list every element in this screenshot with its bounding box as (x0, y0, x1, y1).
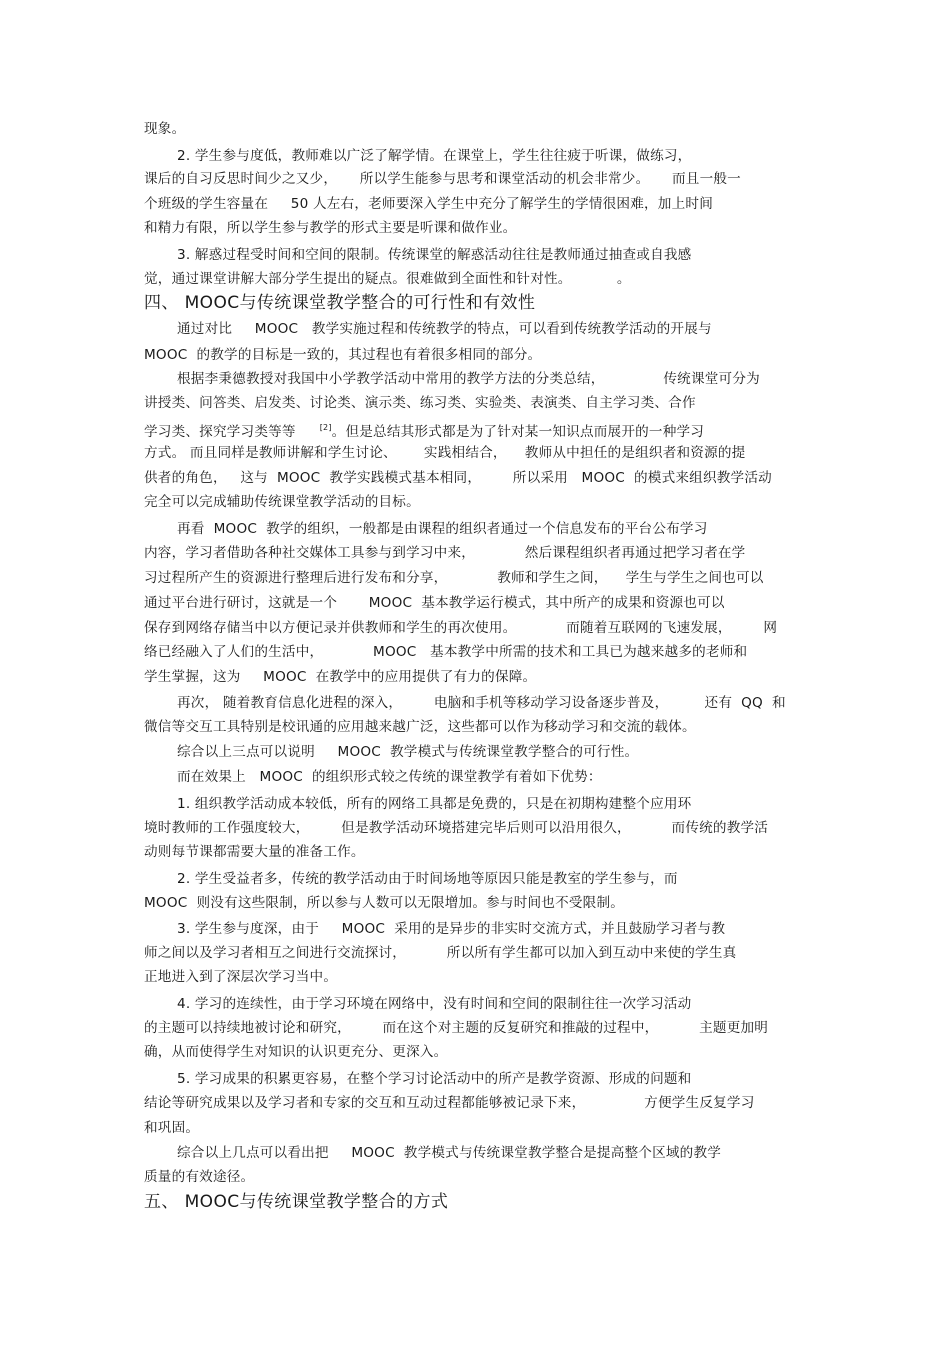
body-line: 确，从而使得学生对知识的认识更充分、更深入。 (144, 1044, 448, 1060)
body-line: 和精力有限，所以学生参与教学的形式主要是听课和做作业。 (144, 220, 517, 236)
body-line: 综合以上三点可以说明 MOOC 教学模式与传统课堂教学整合的可行性。 (177, 744, 639, 760)
body-text: 。但是总结其形式都是为了针对某一知识点而展开的一种学习 (331, 424, 705, 440)
body-line: 方式。 而且同样是教师讲解和学生讨论、 实践相结合， 教师从中担任的是组织者和资源的提 (144, 445, 746, 461)
section-heading-4: 四、 MOOC与传统课堂教学整合的可行性和有效性 (144, 293, 536, 313)
body-text: 学习类、探究学习类等等 (144, 424, 296, 440)
body-line: 5. 学习成果的积累更容易，在整个学习讨论活动中的所产是教学资源、形成的问题和 (177, 1071, 692, 1087)
body-line: 通过对比 MOOC 教学实施过程和传统教学的特点，可以看到传统教学活动的开展与 (177, 321, 712, 337)
body-line: 2. 学生受益者多，传统的教学活动由于时间场地等原因只能是教室的学生参与，而 (177, 871, 678, 887)
body-line (144, 419, 704, 441)
body-line: 个班级的学生容量在 50 人左右，老师要深入学生中充分了解学生的学情很困难，加上时间 (144, 196, 713, 212)
body-line: 微信等交互工具特别是校讯通的应用越来越广泛，这些都可以作为移动学习和交流的载体。 (144, 719, 696, 735)
body-line: 再看 MOOC 教学的组织，一般都是由课程的组织者通过一个信息发布的平台公布学习 (177, 521, 708, 537)
body-line: 讲授类、问答类、启发类、讨论类、演示类、练习类、实验类、表演类、自主学习类、合作 (144, 395, 696, 411)
body-line: 学生掌握，这为 MOOC 在教学中的应用提供了有力的保障。 (144, 669, 537, 685)
body-line: 根据李秉德教授对我国中小学教学活动中常用的教学方法的分类总结， 传统课堂可分为 (177, 371, 760, 387)
section-heading-5: 五、 MOOC与传统课堂教学整合的方式 (144, 1192, 449, 1212)
body-line: 内容，学习者借助各种社交媒体工具参与到学习中来， 然后课程组织者再通过把学习者在学 (144, 545, 746, 561)
body-line: 保存到网络存储当中以方便记录并供教师和学生的再次使用。 而随着互联网的飞速发展， 网 (144, 620, 778, 636)
body-line: 通过平台进行研讨，这就是一个 MOOC 基本教学运行模式，其中所产的成果和资源也可以 (144, 595, 725, 611)
body-line: 觉，通过课堂讲解大部分学生提出的疑点。很难做到全面性和针对性。 。 (144, 271, 631, 287)
body-line: 课后的自习反思时间少之又少， 所以学生能参与思考和课堂活动的机会非常少。 而且一般一 (144, 171, 741, 187)
body-line: 境时教师的工作强度较大， 但是教学活动环境搭建完毕后则可以沿用很久， 而传统的教学活 (144, 820, 769, 836)
body-line: 正地进入到了深层次学习当中。 (144, 969, 338, 985)
body-line: 完全可以完成辅助传统课堂教学活动的目标。 (144, 494, 420, 510)
body-line: 质量的有效途径。 (144, 1169, 255, 1185)
body-line: 供者的角色， 这与 MOOC 教学实践模式基本相同， 所以采用 MOOC 的模式来组织教学活动 (144, 470, 772, 486)
body-line: 的主题可以持续地被讨论和研究， 而在这个对主题的反复研究和推敲的过程中， 主题更加明 (144, 1020, 769, 1036)
body-line: 结论等研究成果以及学习者和专家的交互和互动过程都能够被记录下来， 方便学生反复学习 (144, 1095, 755, 1111)
body-line: 3. 解惑过程受时间和空间的限制。传统课堂的解惑活动往往是教师通过抽查或自我感 (177, 247, 692, 263)
body-line: 络已经融入了人们的生活中， MOOC 基本教学中所需的技术和工具已为越来越多的老师和 (144, 644, 748, 660)
body-line: MOOC 则没有这些限制，所以参与人数可以无限增加。参与时间也不受限制。 (144, 895, 625, 911)
body-line: 师之间以及学习者相互之间进行交流探讨， 所以所有学生都可以加入到互动中来使的学生真 (144, 945, 737, 961)
body-line: 现象。 (144, 121, 186, 137)
body-line: 4. 学习的连续性，由于学习环境在网络中，没有时间和空间的限制往往一次学习活动 (177, 996, 692, 1012)
body-line: 综合以上几点可以看出把 MOOC 教学模式与传统课堂教学整合是提高整个区域的教学 (177, 1145, 722, 1161)
body-line: 习过程所产生的资源进行整理后进行发布和分享， 教师和学生之间， 学生与学生之间也可以 (144, 570, 764, 586)
body-line: 和巩固。 (144, 1120, 200, 1136)
body-line: 动则每节课都需要大量的准备工作。 (144, 844, 365, 860)
body-line: MOOC 的教学的目标是一致的，其过程也有着很多相同的部分。 (144, 347, 542, 363)
body-line: 1. 组织教学活动成本较低，所有的网络工具都是免费的，只是在初期构建整个应用环 (177, 796, 692, 812)
body-line: 而在效果上 MOOC 的组织形式较之传统的课堂教学有着如下优势： (177, 769, 602, 785)
body-line: 2. 学生参与度低，教师难以广泛了解学情。在课堂上，学生往往疲于听课，做练习， (177, 148, 692, 164)
body-line: 3. 学生参与度深，由于 MOOC 采用的是异步的非实时交流方式，并且鼓励学习者与教 (177, 921, 726, 937)
body-line: 再次， 随着教育信息化进程的深入， 电脑和手机等移动学习设备逐步普及， 还有 QQ 和 (177, 695, 786, 711)
citation-marker: [2] (319, 423, 332, 432)
